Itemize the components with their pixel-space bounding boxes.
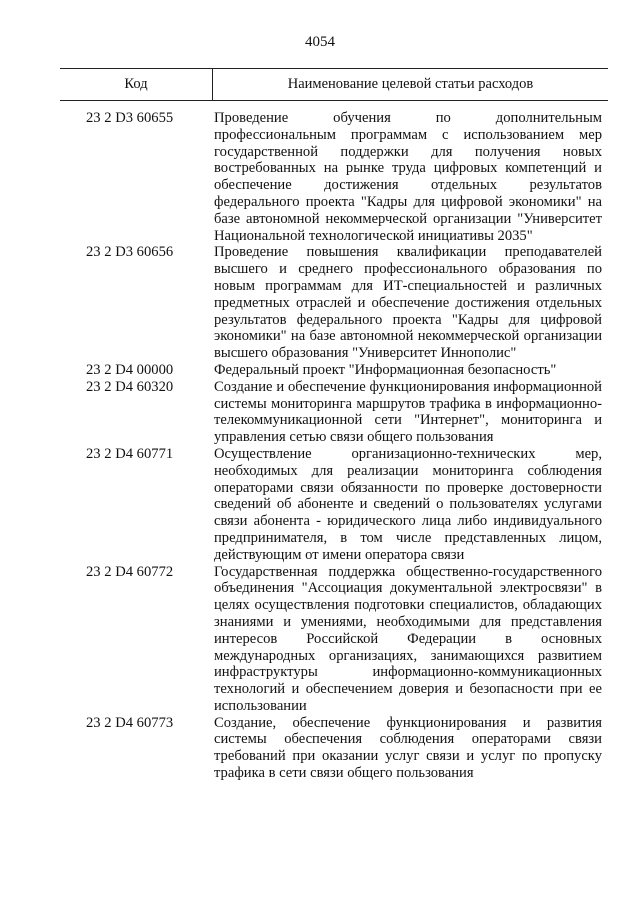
row-text: Государственная поддержка общественно-государственного объединения "Ассоциация документальной электросвязи" в целях осуществления подготовки специалистов, обладающих знаниями и умениями, необходимыми для представления интересов Российской Федерации в основных международных организациях, занимающихся развитием инфраструктуры информационно-коммуникационных технологий и обеспечением доверия и безопасности при ее использовании — [214, 563, 602, 714]
row-text: Создание и обеспечение функционирования информационной системы мониторинга маршрутов трафика в информационно-телекоммуникационной сети "Интернет", мониторинга и управления сетью связи общего пользования — [214, 378, 602, 446]
row-code: 23 2 D4 60772 — [86, 563, 174, 580]
row-text: Осуществление организационно-технических мер, необходимых для реализации мониторинга соблюдения операторами связи обязанности по проверке достоверности сведений об абоненте и сведений о пользователях услугами связи абонента - юридического лица либо индивидуального предпринимателя, в том числе представленных лицом, действующим от имени оператора связи — [214, 445, 602, 563]
row-code: 23 2 D4 60773 — [86, 714, 174, 731]
row-code: 23 2 D4 60320 — [86, 378, 174, 395]
table-row — [0, 244, 640, 362]
column-header-code: Код — [60, 69, 213, 100]
expense-items-list — [0, 110, 640, 782]
row-text: Проведение обучения по дополнительным профессиональным программам с использованием мер государственной поддержки для получения новых востребованных на рынке труда цифровых компетенций и обеспечение достижения отдельных результатов федерального проекта "Кадры для цифровой экономики" на базе автономной некоммерческой организации "Университет Национальной технологической инициативы 2035" — [214, 110, 602, 244]
row-code: 23 2 D4 60771 — [86, 445, 174, 462]
row-text: Федеральный проект "Информационная безопасность" — [214, 361, 557, 378]
table-row — [0, 110, 640, 244]
table-row — [0, 715, 640, 782]
row-code: 23 2 D3 60655 — [86, 110, 174, 126]
table-row — [0, 362, 640, 379]
table-header — [60, 68, 608, 101]
table-row — [0, 379, 640, 446]
table-row — [0, 446, 640, 564]
row-text: Создание, обеспечение функционирования и развития системы обеспечения соблюдения операторами связи требований при оказании услуг связи и услуг по пропуску трафика в сети связи общего пользования — [214, 714, 602, 782]
row-code: 23 2 D4 00000 — [86, 361, 174, 378]
row-code: 23 2 D3 60656 — [86, 244, 174, 261]
row-text: Проведение повышения квалификации преподавателей высшего и среднего профессионального образования по новым программам для ИТ-специальностей и различных предметных отраслей и обеспечение достижения отдельных результатов федерального проекта "Кадры для цифровой экономики" на базе автономной некоммерческой организации высшего образования "Университет Иннополис" — [214, 244, 602, 362]
page-number: 4054 — [305, 34, 335, 50]
table-row — [0, 564, 640, 715]
column-header-name: Наименование целевой статьи расходов — [287, 76, 534, 92]
